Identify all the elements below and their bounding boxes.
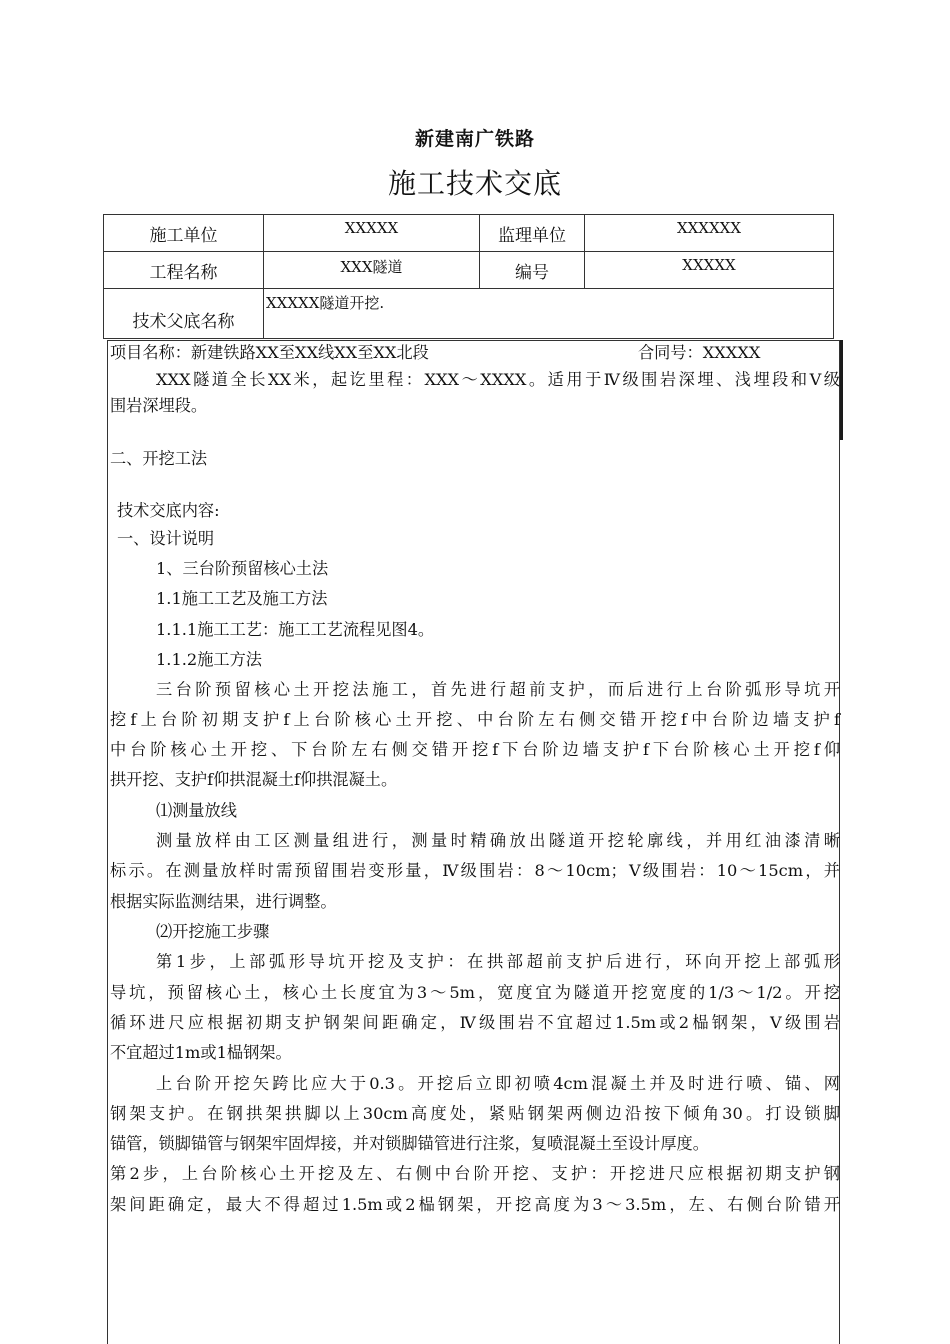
paragraph-line: 第1步，上部弧形导坑开挖及支护：在拱部超前支护后进行，环向开挖上部弧形 bbox=[156, 952, 840, 971]
subsection-heading: 1.1施工工艺及施工方法 bbox=[156, 589, 328, 608]
number-label: 编号 bbox=[480, 252, 585, 289]
project-name-value: XXX隧道 bbox=[264, 252, 480, 289]
paragraph-line: 不宜超过1m或1榀钢架。 bbox=[110, 1043, 292, 1062]
paragraph-line: 第2步，上台阶核心土开挖及左、右侧中台阶开挖、支护：开挖进尺应根据初期支护钢 bbox=[110, 1164, 840, 1183]
project-name-line: 项目名称：新建铁路XX至XX线XX至XX北段 bbox=[110, 343, 429, 362]
table-row bbox=[104, 215, 834, 252]
paragraph-line: 架间距确定，最大不得超过1.5m或2榀钢架，开挖高度为3～3.5m，左、右侧台阶错开 bbox=[110, 1195, 840, 1214]
subsection-heading: ⑴测量放线 bbox=[156, 801, 237, 820]
construction-unit-value: XXXXX bbox=[264, 215, 480, 252]
subsection-heading: ⑵开挖施工步骤 bbox=[156, 922, 270, 941]
paragraph-line: 导坑，预留核心土，核心土长度宜为3～5m，宽度宜为隧道开挖宽度的1/3～1/2。开挖 bbox=[110, 983, 840, 1002]
subsection-heading: 1.1.2施工方法 bbox=[156, 650, 262, 669]
paragraph-line: XXX隧道全长XX米，起讫里程：XXX～XXXX。适用于Ⅳ级围岩深埋、浅埋段和Ⅴ级 bbox=[156, 370, 840, 389]
paragraph-line: 锚管，锁脚锚管与钢架牢固焊接，并对锁脚锚管进行注浆，复喷混凝土至设计厚度。 bbox=[110, 1134, 709, 1153]
paragraph-line: 根据实际监测结果，进行调整。 bbox=[110, 892, 337, 911]
document-title: 新建南广铁路 bbox=[414, 128, 535, 150]
section-heading: 一、设计说明 bbox=[117, 529, 215, 548]
paragraph-line: 挖f上台阶初期支护f上台阶核心土开挖、中台阶左右侧交错开挖f中台阶边墙支护f bbox=[110, 710, 840, 729]
disclosure-name-value: XXXXX隧道开挖. bbox=[264, 289, 834, 339]
paragraph-line: 围岩深埋段。 bbox=[110, 396, 208, 415]
subsection-heading: 1、三台阶预留核心土法 bbox=[156, 559, 329, 578]
table-row bbox=[104, 289, 834, 339]
section-heading: 技术交底内容: bbox=[117, 501, 220, 520]
paragraph-line: 拱开挖、支护f仰拱混凝土f仰拱混凝土。 bbox=[110, 770, 398, 789]
supervision-unit-label: 监理单位 bbox=[480, 215, 585, 252]
paragraph-line: 标示。在测量放样时需预留围岩变形量，Ⅳ级围岩：8～10cm；Ⅴ级围岩：10～15cm，并 bbox=[110, 861, 840, 880]
paragraph-line: 中台阶核心土开挖、下台阶左右侧交错开挖f下台阶边墙支护f下台阶核心土开挖f仰 bbox=[110, 740, 840, 759]
paragraph-line: 1.1.1施工工艺：施工工艺流程见图4。 bbox=[156, 620, 435, 639]
section-heading: 二、开挖工法 bbox=[110, 449, 208, 468]
table-row bbox=[104, 252, 834, 289]
paragraph-line: 三台阶预留核心土开挖法施工，首先进行超前支护，而后进行上台阶弧形导坑开 bbox=[156, 680, 840, 699]
construction-unit-label: 施工单位 bbox=[104, 215, 264, 252]
contract-number-line: 合同号：XXXXX bbox=[638, 343, 761, 362]
project-name-label: 工程名称 bbox=[104, 252, 264, 289]
document-subtitle: 施工技术交底 bbox=[387, 167, 562, 200]
paragraph-line: 循环进尺应根据初期支护钢架间距确定，Ⅳ级围岩不宜超过1.5m或2榀钢架，Ⅴ级围岩 bbox=[110, 1013, 840, 1032]
supervision-unit-value: XXXXXX bbox=[585, 215, 834, 252]
paragraph-line: 钢架支护。在钢拱架拱脚以上30cm高度处，紧贴钢架两侧边沿按下倾角30。打设锁脚 bbox=[110, 1104, 840, 1123]
divider bbox=[840, 340, 843, 440]
paragraph-line: 测量放样由工区测量组进行，测量时精确放出隧道开挖轮廓线，并用红油漆清晰 bbox=[156, 831, 840, 850]
paragraph-line: 上台阶开挖矢跨比应大于0.3。开挖后立即初喷4cm混凝土并及时进行喷、锚、网 bbox=[156, 1074, 840, 1093]
info-table bbox=[103, 214, 834, 339]
disclosure-name-label: 技术父底名称 bbox=[104, 289, 264, 339]
number-value: XXXXX bbox=[585, 252, 834, 289]
